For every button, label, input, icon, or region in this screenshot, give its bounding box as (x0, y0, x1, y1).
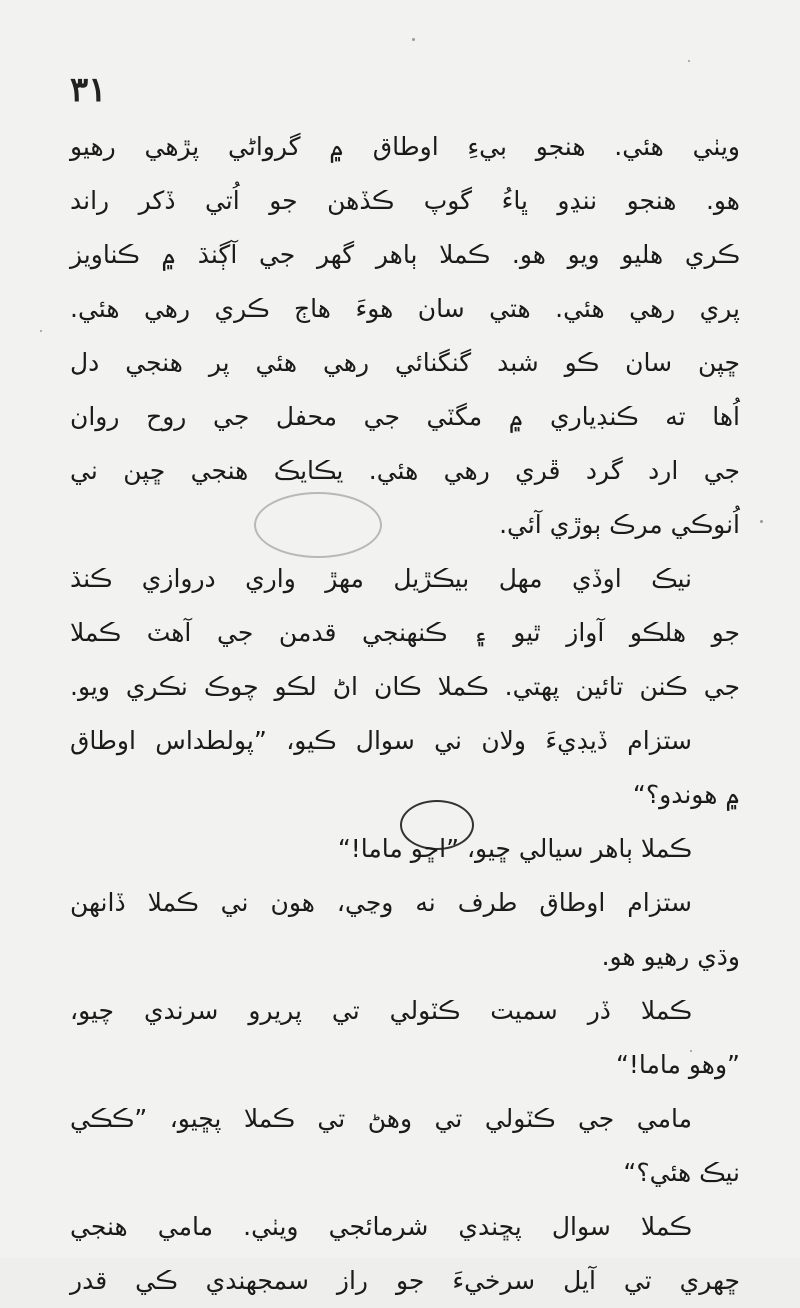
text-line: پري رهي هئي. هتي سان هوءَ هاڄ ڪري رهي هئي. (70, 294, 740, 323)
text-line: اُنوڪي مرڪ ٻوڙي آئي. (499, 510, 740, 539)
text-line: ڪملا ڏر سميت ڪٽولي تي پريرو سرندي چيو، (70, 996, 692, 1025)
body-text (70, 120, 740, 1308)
text-line: جي ڪنن تائين پهتي. ڪملا ڪان اڻ لڪو چوڪ نڪري ويو. (70, 672, 740, 701)
paper-speck (40, 330, 42, 332)
text-line: ڪملا سوال پڇندي شرمائجي ويٺي. مامي هنجي (70, 1212, 692, 1241)
text-line: ”وهو ماما!“ (615, 1050, 740, 1079)
paper-speck (760, 520, 763, 523)
text-line: ۾ هوندو؟“ (632, 780, 740, 809)
text-line: وڌي رهيو هو. (601, 942, 740, 971)
paper-speck (412, 38, 415, 41)
text-line: جي ارد گرد ڦري رهي هئي. يڪايڪ هنجي ڇپن ني (70, 456, 740, 485)
text-line: مامي جي ڪٽولي تي وهڻ تي ڪملا پڇيو، ”ڪڪي (70, 1104, 692, 1133)
text-line: ستزام اوطاق طرف نه وڃي، هون ني ڪملا ڏانهن (70, 888, 692, 917)
text-line: ويٺي هئي. هنجو بيءِ اوطاق ۾ گرواڻي پڙهي رهيو (70, 132, 740, 161)
text-line: ڪملا ٻاهر سيالي ڇيو، ”اڇو ماما!“ (337, 834, 692, 863)
text-line: هو. هنجو ننڍو ڀاءُ گوپ ڪڏهن جو اُتي ڏکر راند (70, 186, 740, 215)
text-line: ڪري هليو ويو هو. ڪملا ٻاهر گهر جي آڳنڌ ۾ ڪناويز (70, 240, 740, 269)
text-line: جو هلڪو آواز ٿيو ۽ ڪنهنجي قدمن جي آهٽ ڪملا (70, 618, 740, 647)
text-line: نيڪ هئي؟“ (623, 1158, 740, 1187)
page-number: ۳۱ (70, 70, 107, 110)
text-line: اُها ته ڪنڊياري ۾ مگٽي جي محفل جي روح روان (70, 402, 740, 431)
text-line: ڇپن سان ڪو شبد گنگنائي رهي هئي پر هنجي دل (70, 348, 740, 377)
text-line: نيڪ اوڏي مهل بيڪڙيل مهڙ واري دروازي ڪنڌ (70, 564, 692, 593)
paper-speck (688, 60, 690, 62)
text-line: ڇهري تي آيل سرخيءَ جو راز سمجهندي ڪي قدر (70, 1266, 740, 1295)
text-line: ستزام ڏيڊيءَ ولان ني سوال ڪيو، ”پولطداس اوطاق (70, 726, 692, 755)
